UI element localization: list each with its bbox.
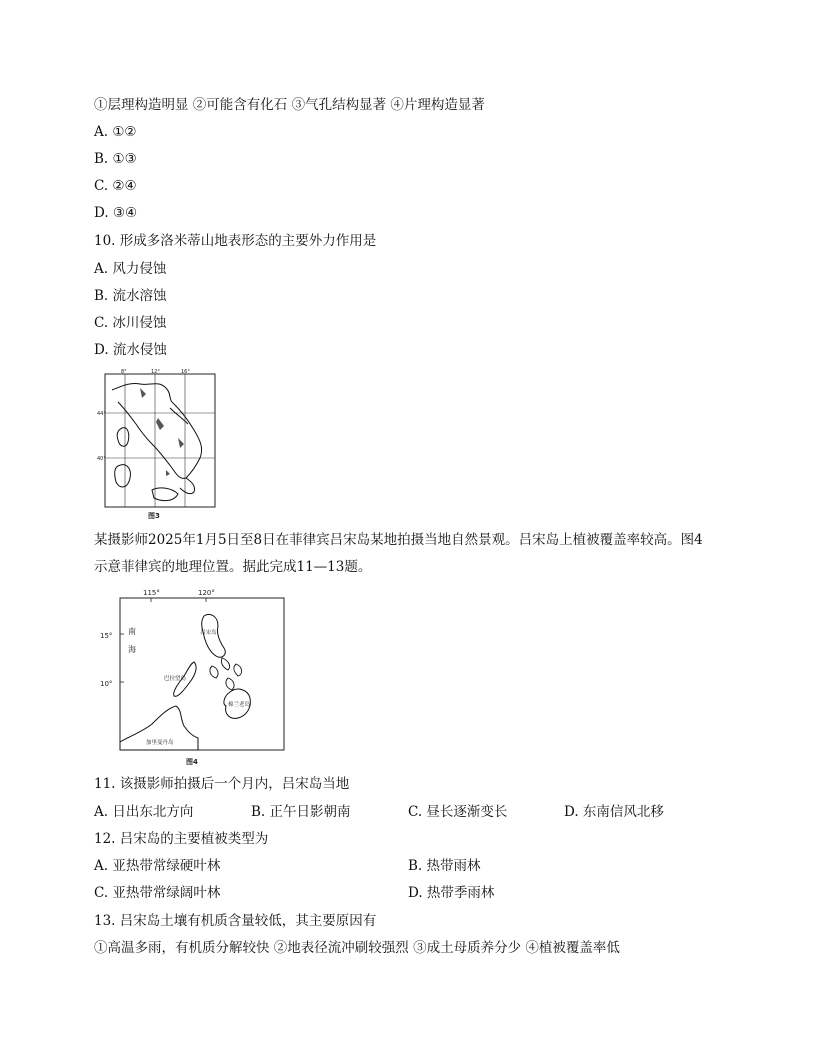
q10-option-c: C. 冰川侵蚀 xyxy=(94,315,167,331)
figure-4-caption: 图4 xyxy=(186,758,198,766)
fig3-lon-label-8: 8° xyxy=(121,369,127,375)
fig4-lon-label-120: 120° xyxy=(198,589,215,597)
q11-stem: 11. 该摄影师拍摄后一个月内，吕宋岛当地 xyxy=(94,776,350,792)
q12-options-row-1 xyxy=(94,857,734,875)
q9-option-c: C. ②④ xyxy=(94,178,137,194)
q10-option-d: D. 流水侵蚀 xyxy=(94,342,167,358)
fig4-sea-label-1: 南 xyxy=(128,627,136,636)
q9-stem: ①层理构造明显 ②可能含有化石 ③气孔结构显著 ④片理构造显著 xyxy=(94,97,485,113)
fig4-lon-label-115: 115° xyxy=(143,589,160,597)
q11-option-d: D. 东南信风北移 xyxy=(564,804,664,820)
figure-3-caption: 图3 xyxy=(148,512,160,520)
q11-option-a: A. 日出东北方向 xyxy=(94,804,194,820)
figure-4-map xyxy=(98,586,290,766)
fig3-lon-label-12: 12° xyxy=(151,369,160,375)
fig4-lat-label-10: 10° xyxy=(100,680,113,688)
q12-option-b: B. 热带雨林 xyxy=(408,858,481,874)
q12-option-d: D. 热带季雨林 xyxy=(408,885,495,901)
fig3-lon-label-16: 16° xyxy=(181,369,190,375)
fig4-sea-label-2: 海 xyxy=(128,645,136,654)
intro-line-2: 示意菲律宾的地理位置。据此完成11—13题。 xyxy=(94,559,372,575)
fig4-label-luzon: 吕宋岛 xyxy=(200,630,217,636)
q11-option-c: C. 昼长逐渐变长 xyxy=(408,804,508,820)
q9-option-b: B. ①③ xyxy=(94,151,137,167)
q10-option-b: B. 流水溶蚀 xyxy=(94,288,167,304)
q11-option-b: B. 正午日影朝南 xyxy=(251,804,351,820)
q10-stem: 10. 形成多洛米蒂山地表形态的主要外力作用是 xyxy=(94,233,377,249)
q12-option-c: C. 亚热带常绿阔叶林 xyxy=(94,885,221,901)
fig4-label-kalimantan: 加里曼丹岛 xyxy=(146,740,174,746)
fig4-label-mindanao: 棉兰老岛 xyxy=(228,702,251,708)
q12-options-row-2 xyxy=(94,884,734,902)
fig3-lat-label-44: 44° xyxy=(97,411,106,417)
q12-option-a: A. 亚热带常绿硬叶林 xyxy=(94,858,221,874)
fig4-label-palawan: 巴拉望岛 xyxy=(164,676,187,682)
q9-option-d: D. ③④ xyxy=(94,205,138,221)
q12-stem: 12. 吕宋岛的主要植被类型为 xyxy=(94,831,269,847)
q11-options xyxy=(94,803,734,821)
q10-option-a: A. 风力侵蚀 xyxy=(94,261,167,277)
q13-choices: ①高温多雨，有机质分解较快 ②地表径流冲刷较强烈 ③成土母质养分少 ④植被覆盖率低 xyxy=(94,940,620,956)
q9-option-a: A. ①② xyxy=(94,124,137,140)
q13-stem: 13. 吕宋岛土壤有机质含量较低，其主要原因有 xyxy=(94,913,377,929)
fig3-lat-label-40: 40° xyxy=(97,456,106,462)
figure-3-map xyxy=(97,368,220,524)
intro-line-1: 某摄影师2025年1月5日至8日在菲律宾吕宋岛某地拍摄当地自然景观。吕宋岛上植被覆盖率较高。图4 xyxy=(94,532,703,548)
fig4-lat-label-15: 15° xyxy=(100,632,113,640)
